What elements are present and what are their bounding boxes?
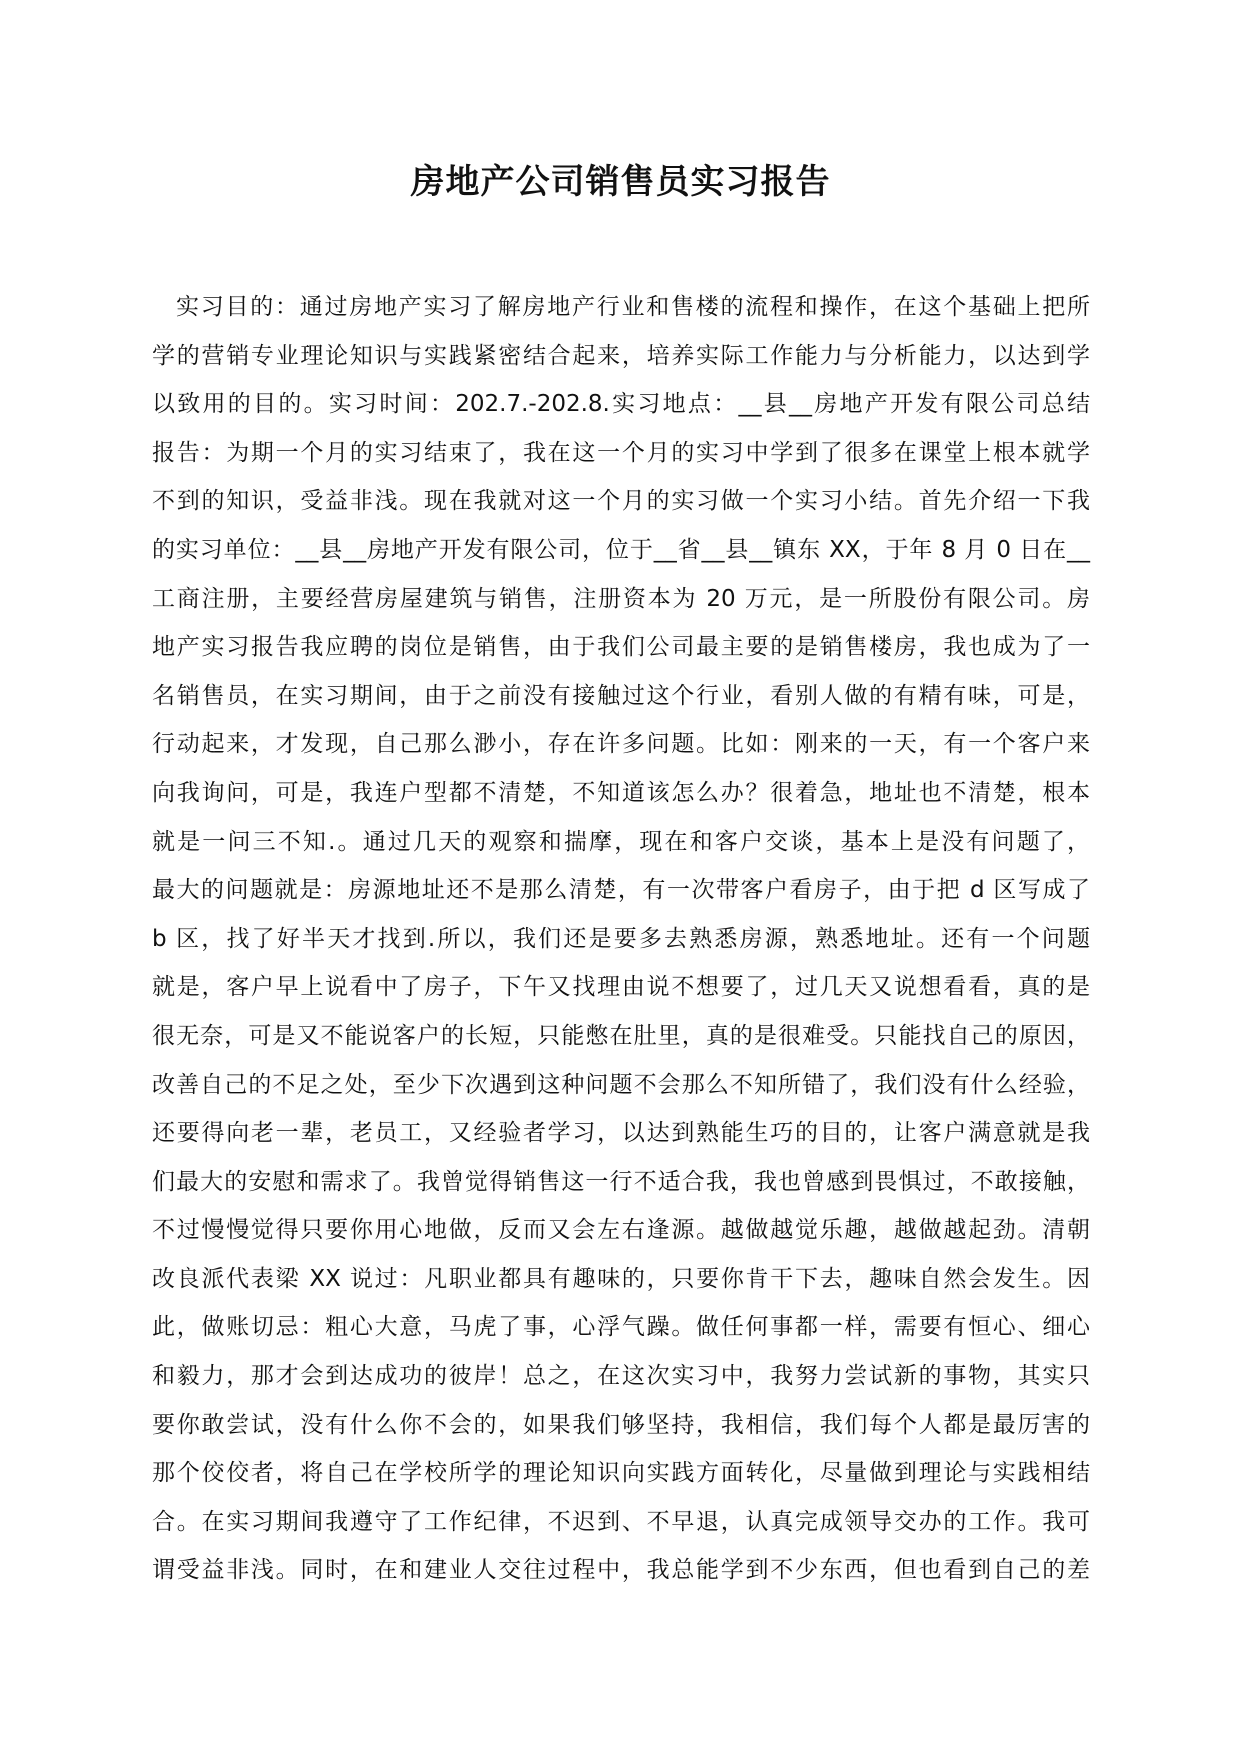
document-title: 房地产公司销售员实习报告	[410, 162, 831, 202]
body-line: 学的营销专业理论知识与实践紧密结合起来，培养实际工作能力与分析能力，以达到学	[152, 342, 1090, 369]
body-line: 就是一问三不知.。通过几天的观察和揣摩，现在和客户交谈，基本上是没有问题了，	[152, 828, 1090, 855]
body-line: 那个佼佼者，将自己在学校所学的理论知识向实践方面转化，尽量做到理论与实践相结	[152, 1460, 1090, 1487]
body-line: 合。在实习期间我遵守了工作纪律，不迟到、不早退，认真完成领导交办的工作。我可	[152, 1508, 1090, 1535]
body-line: 最大的问题就是：房源地址还不是那么清楚，有一次带客户看房子，由于把 d 区写成了	[152, 877, 1090, 904]
body-line: 还要得向老一辈，老员工，又经验者学习，以达到熟能生巧的目的，让客户满意就是我	[152, 1120, 1090, 1147]
body-line: 报告：为期一个月的实习结束了，我在这一个月的实习中学到了很多在课堂上根本就学	[152, 439, 1090, 466]
body-line: 们最大的安慰和需求了。我曾觉得销售这一行不适合我，我也曾感到畏惧过，不敢接触，	[152, 1168, 1090, 1195]
body-line: 和毅力，那才会到达成功的彼岸！总之，在这次实习中，我努力尝试新的事物，其实只	[152, 1363, 1090, 1390]
body-line: 不到的知识，受益非浅。现在我就对这一个月的实习做一个实习小结。首先介绍一下我	[152, 488, 1090, 515]
body-line: 以致用的目的。实习时间：202.7.-202.8.实习地点：__县__房地产开发有限公司总结	[152, 391, 1090, 418]
body-line: 实习目的：通过房地产实习了解房地产行业和售楼的流程和操作，在这个基础上把所	[176, 294, 1090, 320]
body-line: 行动起来，才发现，自己那么渺小，存在许多问题。比如：刚来的一天，有一个客户来	[152, 731, 1090, 758]
body-line: 此，做账切忌：粗心大意，马虎了事，心浮气躁。做任何事都一样，需要有恒心、细心	[152, 1314, 1090, 1341]
body-line: 向我询问，可是，我连户型都不清楚，不知道该怎么办？很着急，地址也不清楚，根本	[152, 779, 1090, 806]
body-line: b 区，找了好半天才找到.所以，我们还是要多去熟悉房源，熟悉地址。还有一个问题	[152, 925, 1090, 952]
body-line: 工商注册，主要经营房屋建筑与销售，注册资本为 20 万元，是一所股份有限公司。房	[152, 585, 1090, 612]
body-line: 改良派代表梁 XX 说过：凡职业都具有趣味的，只要你肯干下去，趣味自然会发生。因	[152, 1265, 1090, 1292]
body-line: 要你敢尝试，没有什么你不会的，如果我们够坚持，我相信，我们每个人都是最厉害的	[152, 1411, 1090, 1438]
body-line: 地产实习报告我应聘的岗位是销售，由于我们公司最主要的是销售楼房，我也成为了一	[152, 634, 1090, 661]
body-line: 很无奈，可是又不能说客户的长短，只能憋在肚里，真的是很难受。只能找自己的原因，	[152, 1022, 1090, 1049]
body-line: 就是，客户早上说看中了房子，下午又找理由说不想要了，过几天又说想看看，真的是	[152, 974, 1090, 1001]
document-body	[152, 283, 1090, 1595]
body-line: 改善自己的不足之处，至少下次遇到这种问题不会那么不知所错了，我们没有什么经验，	[152, 1071, 1090, 1098]
body-line: 的实习单位：__县__房地产开发有限公司，位于__省__县__镇东 XX，于年 8 月 0 日在__	[152, 536, 1090, 563]
body-line: 不过慢慢觉得只要你用心地做，反而又会左右逢源。越做越觉乐趣，越做越起劲。清朝	[152, 1217, 1090, 1244]
body-line: 谓受益非浅。同时，在和建业人交往过程中，我总能学到不少东西，但也看到自己的差	[152, 1557, 1090, 1584]
body-line: 名销售员，在实习期间，由于之前没有接触过这个行业，看别人做的有精有味，可是，	[152, 682, 1090, 709]
